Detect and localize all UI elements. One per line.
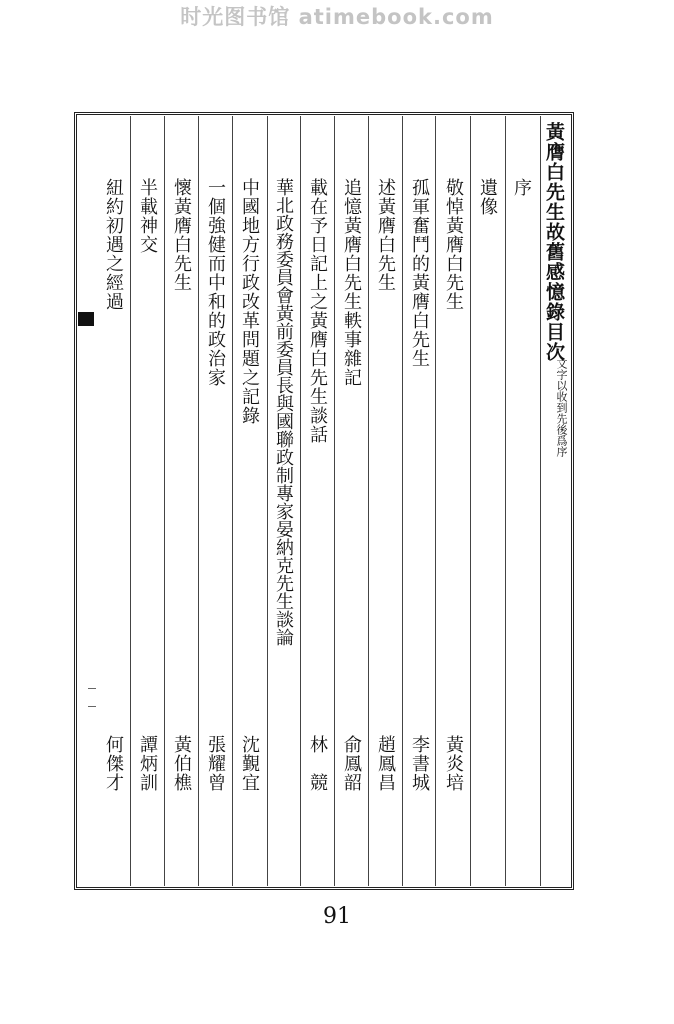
toc-entry-title: 追憶黃膺白先生軼事雜記 — [341, 178, 362, 387]
column-rule — [402, 116, 403, 886]
column-rule — [505, 116, 506, 886]
toc-entry-title: 載在予日記上之黃膺白先生談話 — [307, 178, 328, 444]
page-number: 91 — [323, 904, 351, 929]
toc-entry-author: 俞鳳韶 — [341, 735, 362, 792]
column-rule — [164, 116, 165, 886]
column-rule — [435, 116, 436, 886]
toc-entry-author: 黃伯樵 — [171, 735, 192, 792]
column-rule — [540, 116, 541, 886]
toc-entry-title: 中國地方行政改革問題之記錄 — [239, 178, 260, 425]
toc-note: 文字以收到先後爲序 — [555, 358, 568, 457]
toc-entry-title: 敬悼黃膺白先生 — [443, 178, 464, 311]
column-rule — [334, 116, 335, 886]
binding-mark — [78, 312, 94, 326]
toc-entry-author: 譚炳訓 — [137, 735, 158, 792]
column-rule — [470, 116, 471, 886]
column-rule — [300, 116, 301, 886]
toc-entry-title: 一個強健而中和的政治家 — [205, 178, 226, 387]
column-rule — [130, 116, 131, 886]
toc-entry-author: 趙鳳昌 — [375, 735, 396, 792]
toc-entry-author: 黃炎培 — [443, 735, 464, 792]
toc-entry-author: 林 競 — [307, 735, 328, 792]
toc-title: 黃膺白先生故舊感憶錄目次 — [543, 122, 565, 362]
binding-tick — [88, 688, 96, 689]
toc-entry-title: 序 — [511, 178, 532, 197]
toc-entry-author: 李書城 — [409, 735, 430, 792]
toc-entry-title: 遺像 — [477, 178, 498, 216]
toc-entry-author: 沈覲宜 — [239, 735, 260, 792]
binding-tick — [88, 706, 96, 707]
toc-entry-title: 孤軍奮鬥的黃膺白先生 — [409, 178, 430, 368]
column-rule — [198, 116, 199, 886]
toc-entry-title: 述黃膺白先生 — [375, 178, 396, 292]
toc-entry-title: 華北政務委員會黃前委員長與國聯政制專家晏納克先生談論 — [273, 178, 294, 646]
toc-entry-author: 何傑才 — [103, 735, 124, 792]
toc-entry-title: 半載神交 — [137, 178, 158, 254]
toc-entry-author: 張耀曾 — [205, 735, 226, 792]
toc-entry-title: 紐約初遇之經過 — [103, 178, 124, 311]
watermark: 时光图书馆 atimebook.com — [180, 5, 494, 29]
column-rule — [267, 116, 268, 886]
column-rule — [368, 116, 369, 886]
toc-entry-title: 懷黃膺白先生 — [171, 178, 192, 292]
column-rule — [232, 116, 233, 886]
